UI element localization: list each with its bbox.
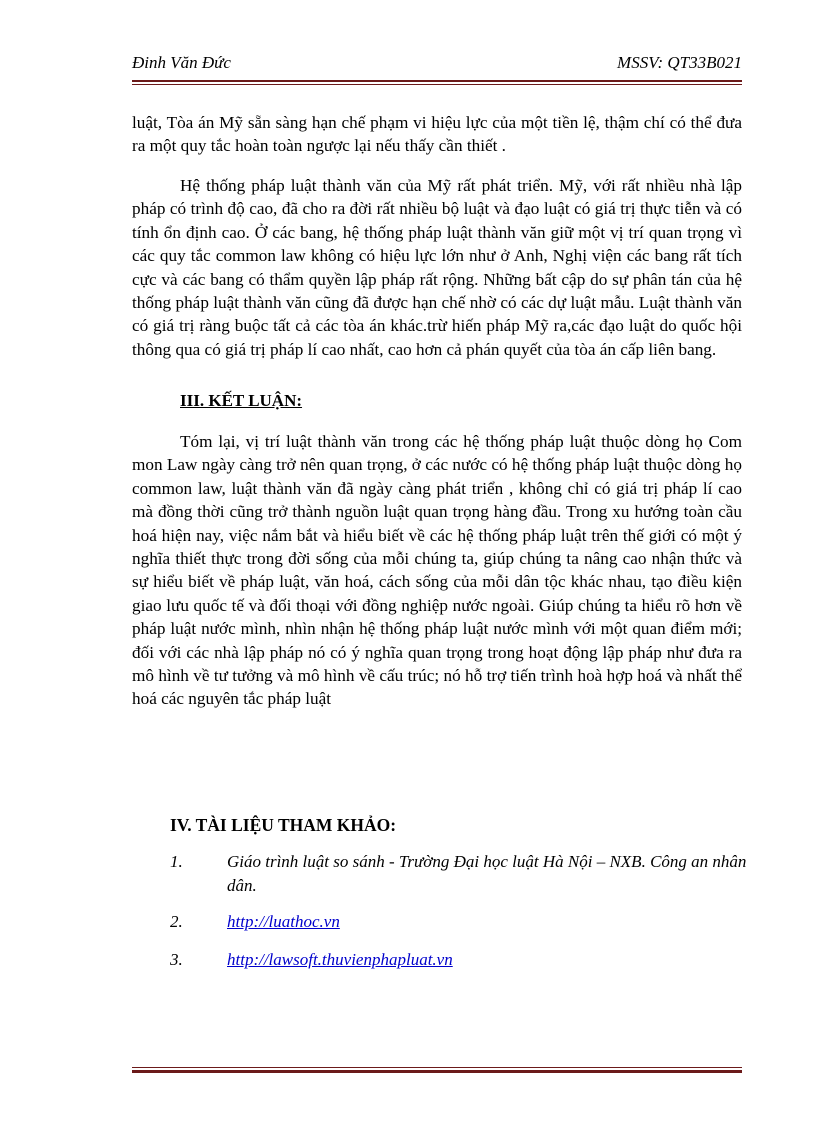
footer-rule [132, 1067, 742, 1073]
reference-link-luathoc[interactable]: http://luathoc.vn [227, 912, 340, 931]
reference-number: 1. [170, 852, 183, 871]
reference-item [170, 850, 750, 897]
header-author: Đinh Văn Đức [132, 53, 231, 72]
paragraph-us-written-law: Hệ thống pháp luật thành văn của Mỹ rất phát triển. Mỹ, với rất nhiều nhà lập pháp có trình độ cao, đã cho ra đời rất nhiều bộ luật và đạo luật có giá trị thực tiễn và có tính ổn định cao. Ở các bang, hệ thống pháp luật thành văn giữ một vị trí quan trọng vì các quy tắc common law không có hiệu lực lớn như ở Anh, Nghị viện các bang rất tích cực và các bang có thẩm quyền lập pháp rất rộng. Những bất cập do sự phân tán của hệ thống pháp luật thành văn cũng đã được hạn chế nhờ có các dự luật mẫu. Luật thành văn có giá trị ràng buộc tất cả các tòa án khác.trừ hiến pháp Mỹ ra,các đạo luật do quốc hội thông qua có giá trị pháp lí cao nhất, cao hơn cả phán quyết của tòa án cấp liên bang. [132, 176, 742, 359]
reference-number: 2. [170, 912, 183, 931]
reference-item [170, 948, 750, 972]
reference-text: Giáo trình luật so sánh - Trường Đại học luật Hà Nội – NXB. Công an nhân dân. [227, 852, 747, 895]
paragraph-conclusion: Tóm lại, vị trí luật thành văn trong các hệ thống pháp luật thuộc dòng họ Com mon Law ngày càng trở nên quan trọng, ở các nước có hệ thống pháp luật thuộc dòng họ common law, luật thành văn đã ngày càng phát triển , không chỉ có giá trị pháp lí cao mà đồng thời cũng trở thành nguồn luật quan trọng hàng đầu. Trong xu hướng toàn cầu hoá hiện nay, việc nắm bắt và hiểu biết về các hệ thống pháp luật trên thế giới có một ý nghĩa thiết thực trong đời sống của mỗi chúng ta, giúp chúng ta nâng cao nhận thức và sự hiểu biết về pháp luật, văn hoá, cách sống của mỗi dân tộc khác nhau, tạo điều kiện giao lưu quốc tế và đối thoại với đồng nghiệp nước ngoài. Giúp chúng ta hiểu rõ hơn về pháp luật nước mình, nhìn nhận hệ thống pháp luật nước mình với một quan điểm mới; đối với các nhà lập pháp nó có ý nghĩa quan trọng trong hoạt động lập pháp như đưa ra mô hình về tư tưởng và mô hình về cấu trúc; nó hỗ trợ tiến trình hoà hợp hoá và nhất thể hoá các nguyên tắc pháp luật [132, 432, 742, 709]
reference-number: 3. [170, 950, 183, 969]
page-header [132, 53, 742, 77]
header-rule [132, 80, 742, 85]
reference-link-lawsoft[interactable]: http://lawsoft.thuvienphapluat.vn [227, 950, 453, 969]
header-student-id: MSSV: QT33B021 [617, 53, 742, 72]
reference-item [170, 910, 750, 934]
paragraph-continuation: luật, Tòa án Mỹ sẵn sàng hạn chế phạm vi hiệu lực của một tiền lệ, thậm chí có thể đưa ra một quy tắc hoàn toàn ngược lại nếu thấy cần thiết . [132, 113, 742, 156]
heading-references: IV. TÀI LIỆU THAM KHẢO: [170, 815, 397, 835]
heading-conclusion: III. KẾT LUẬN: [180, 391, 303, 410]
